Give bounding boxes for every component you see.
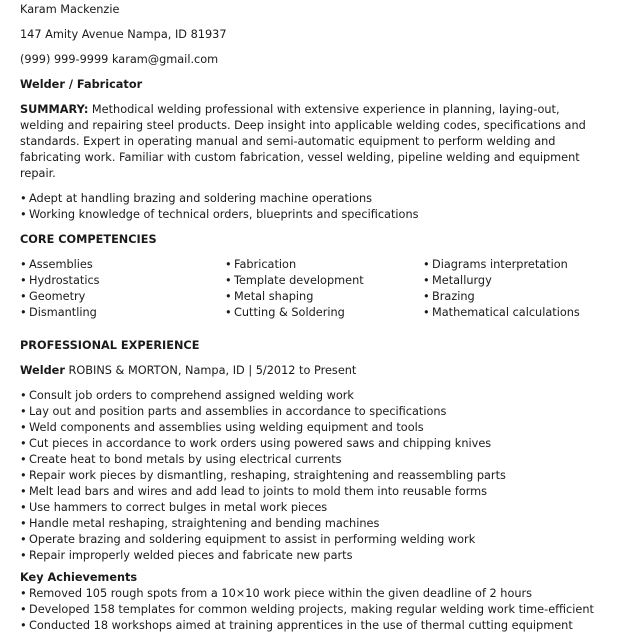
achievements-list [20, 586, 624, 634]
list-item: • Brazing [423, 289, 623, 305]
candidate-name: Karam Mackenzie [20, 3, 120, 16]
list-item: • Adept at handling brazing and soldering machine operations [20, 191, 624, 207]
list-item: • Operate brazing and soldering equipment to assist in performing welding work [20, 532, 624, 548]
list-item: • Weld components and assemblies using welding equipment and tools [20, 420, 624, 436]
candidate-contact: (999) 999-9999 karam@gmail.com [20, 53, 219, 66]
list-item: • Repair work pieces by dismantling, reshaping, straightening and reassembling parts [20, 468, 624, 484]
experience-heading: PROFESSIONAL EXPERIENCE [20, 339, 200, 352]
list-item: • Working knowledge of technical orders, blueprints and specifications [20, 207, 624, 223]
list-item: • Use hammers to correct bulges in metal work pieces [20, 500, 624, 516]
list-item: • Fabrication [225, 257, 423, 273]
summary-text: Methodical welding professional with extensive experience in planning, laying-out, welding and repairing steel products. Deep insight into applicable welding codes, specifications and standards. Expert in operating manual and semi-automatic equipment to perform welding and fabricating work. Familiar with custom fabrication, vessel welding, pipeline welding and equipment repair. [20, 103, 586, 180]
job-entry-header [20, 363, 624, 379]
summary-paragraph [20, 102, 598, 182]
achievements-heading: Key Achievements [20, 571, 138, 584]
summary-bullets [20, 191, 624, 223]
list-item: • Mathematical calculations [423, 305, 623, 321]
list-item: • Assemblies [20, 257, 225, 273]
list-item: • Lay out and position parts and assemblies in accordance to specifications [20, 404, 624, 420]
list-item: • Create heat to bond metals by using electrical currents [20, 452, 624, 468]
list-item: • Developed 158 templates for common welding projects, making regular welding work time-efficient [20, 602, 624, 618]
list-item: • Cutting & Soldering [225, 305, 423, 321]
list-item: • Cut pieces in accordance to work orders using powered saws and chipping knives [20, 436, 624, 452]
competencies-grid [20, 257, 624, 321]
list-item: • Geometry [20, 289, 225, 305]
list-item: • Hydrostatics [20, 273, 225, 289]
list-item: • Melt lead bars and wires and add lead to joints to mold them into reusable forms [20, 484, 624, 500]
list-item: • Consult job orders to comprehend assigned welding work [20, 388, 624, 404]
candidate-address: 147 Amity Avenue Nampa, ID 81937 [20, 28, 227, 41]
list-item: • Removed 105 rough spots from a 10×10 work piece within the given deadline of 2 hours [20, 586, 624, 602]
job-employer: ROBINS & MORTON, Nampa, ID | 5/2012 to Present [64, 364, 357, 377]
list-item: • Diagrams interpretation [423, 257, 623, 273]
summary-label: SUMMARY: [20, 103, 89, 116]
list-item: • Repair improperly welded pieces and fabricate new parts [20, 548, 624, 564]
job-title: Welder / Fabricator [20, 78, 143, 91]
list-item: • Metal shaping [225, 289, 423, 305]
list-item: • Conducted 18 workshops aimed at training apprentices in the use of thermal cutting equipment [20, 618, 624, 634]
list-item: • Metallurgy [423, 273, 623, 289]
job-duties [20, 388, 624, 564]
list-item: • Dismantling [20, 305, 225, 321]
job-role: Welder [20, 364, 65, 377]
competencies-heading: CORE COMPETENCIES [20, 233, 157, 246]
list-item: • Template development [225, 273, 423, 289]
list-item: • Handle metal reshaping, straightening and bending machines [20, 516, 624, 532]
